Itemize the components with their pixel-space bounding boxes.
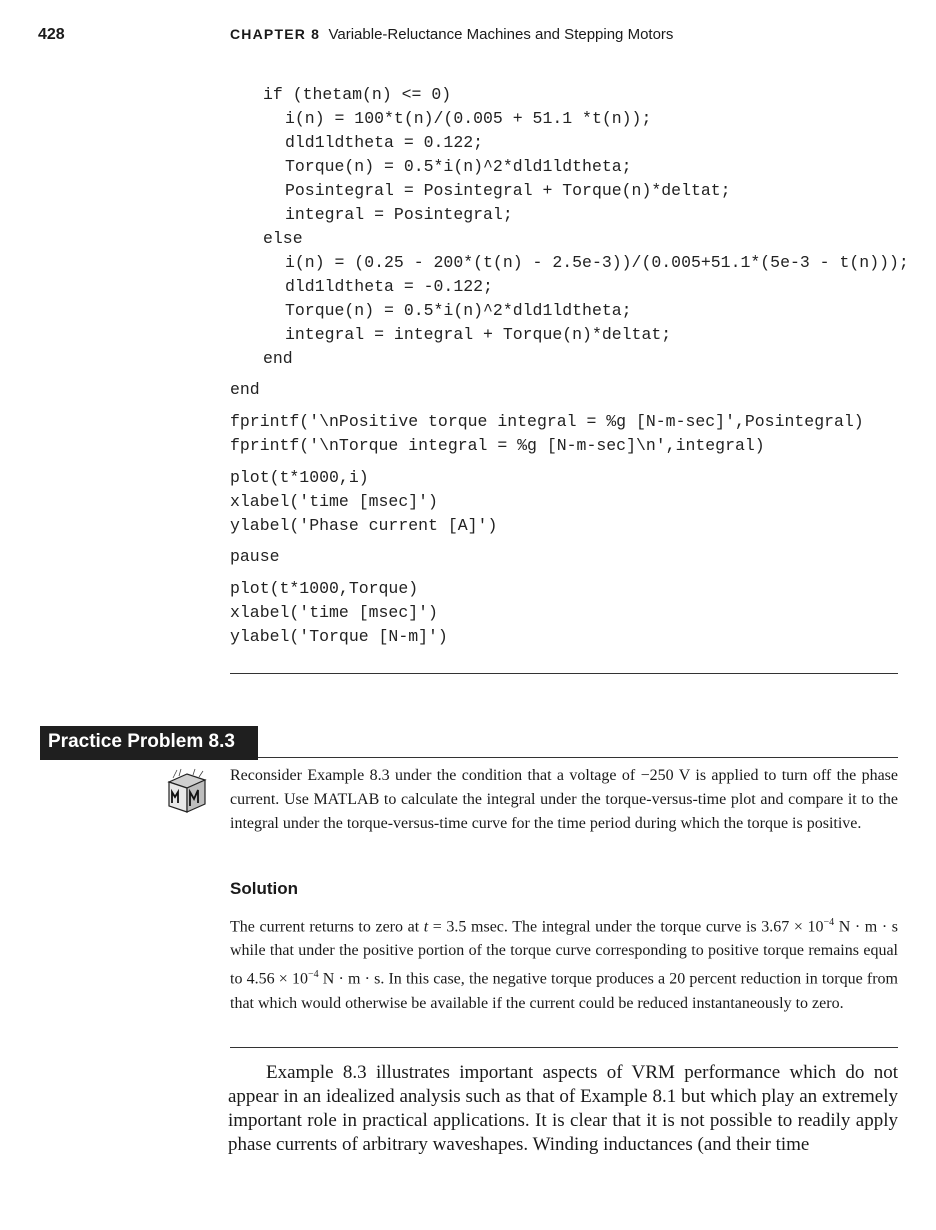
chapter-label: CHAPTER 8 xyxy=(230,26,321,42)
code-line: plot(t*1000,i) xyxy=(230,468,369,487)
page-number: 428 xyxy=(38,26,65,43)
code-line: Torque(n) = 0.5*i(n)^2*dld1ldtheta; xyxy=(285,301,632,320)
code-line: i(n) = 100*t(n)/(0.005 + 51.1 *t(n)); xyxy=(285,109,652,128)
solution-variable-t: t xyxy=(423,918,429,936)
solution-exponent: −4 xyxy=(823,917,835,928)
code-line: dld1ldtheta = 0.122; xyxy=(285,133,484,152)
code-line: end xyxy=(230,380,260,399)
code-line: pause xyxy=(230,547,280,566)
code-line: xlabel('time [msec]') xyxy=(230,492,438,511)
chapter-title: Variable-Reluctance Machines and Stepping Motors xyxy=(328,26,674,43)
solution-text xyxy=(230,911,898,1016)
code-line: fprintf('\nTorque integral = %g [N-m-sec]\n',integral) xyxy=(230,436,765,455)
code-line: plot(t*1000,Torque) xyxy=(230,579,419,598)
code-line: end xyxy=(263,349,293,368)
practice-problem-end-rule xyxy=(230,1047,898,1048)
practice-problem-title: Practice Problem 8.3 xyxy=(48,731,235,752)
page-header xyxy=(0,24,936,48)
matlab-cube-icon xyxy=(163,768,209,816)
code-line: Posintegral = Posintegral + Torque(n)*deltat; xyxy=(285,181,731,200)
solution-text-part: The current returns to zero at xyxy=(230,918,424,936)
practice-problem-banner xyxy=(40,726,258,760)
solution-text-part: N · m · s while that under the positive portion of the torque curve corresponding to positive torque remains equal to 4.56 × 10 xyxy=(230,918,898,988)
solution-text-part: = 3.5 msec. The integral under the torque curve is 3.67 × 10 xyxy=(428,918,824,936)
code-line: else xyxy=(263,229,303,248)
example-end-rule xyxy=(230,673,898,674)
solution-heading: Solution xyxy=(230,879,298,898)
practice-problem-rule xyxy=(258,757,898,758)
solution-exponent: −4 xyxy=(307,969,319,981)
running-head xyxy=(230,26,673,43)
code-line: ylabel('Torque [N-m]') xyxy=(230,627,448,646)
code-line: integral = Posintegral; xyxy=(285,205,513,224)
body-paragraph: Example 8.3 illustrates important aspects of VRM performance which do not appear in an idealized analysis such as that of Example 8.1 but which play an extremely important role in practical applications. It is clear that it is not possible to readily apply phase currents of arbitrary waveshapes. Winding inductances (and their time xyxy=(228,1062,898,1155)
solution-text-part: N · m · s. In this case, the negative torque produces a 20 percent reduction in torque from that which would otherwise be available if the current could be reduced instantaneously to zero. xyxy=(230,970,898,1012)
code-line: ylabel('Phase current [A]') xyxy=(230,516,498,535)
code-line: xlabel('time [msec]') xyxy=(230,603,438,622)
code-line: Torque(n) = 0.5*i(n)^2*dld1ldtheta; xyxy=(285,157,632,176)
practice-problem-statement: Reconsider Example 8.3 under the condition that a voltage of −250 V is applied to turn off the phase current. Use MATLAB to calculate the integral under the torque-versus-time plot and compare it to the integral under the torque-versus-time curve for the time period during which the torque is positive. xyxy=(230,767,898,832)
code-line: dld1ldtheta = -0.122; xyxy=(285,277,493,296)
code-line: integral = integral + Torque(n)*deltat; xyxy=(285,325,672,344)
code-line: fprintf('\nPositive torque integral = %g [N-m-sec]',Posintegral) xyxy=(230,412,864,431)
code-line: i(n) = (0.25 - 200*(t(n) - 2.5e-3))/(0.005+51.1*(5e-3 - t(n))); xyxy=(285,253,909,272)
code-line: if (thetam(n) <= 0) xyxy=(263,85,452,104)
